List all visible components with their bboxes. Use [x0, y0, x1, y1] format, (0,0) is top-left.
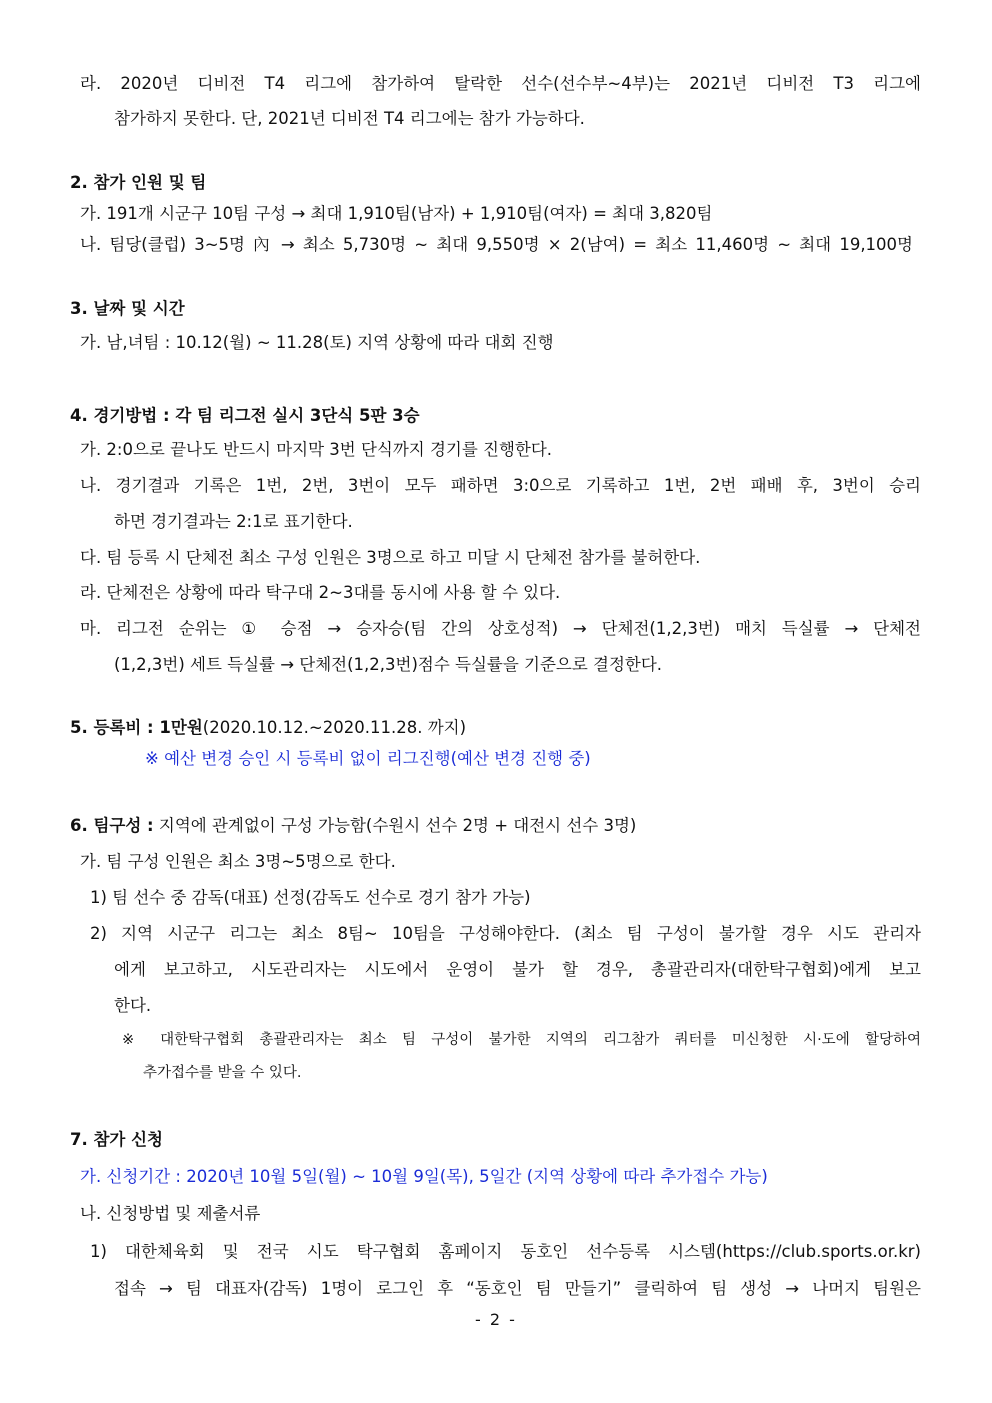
paragraph-line: 가. 2:0으로 끝나도 반드시 마지막 3번 단식까지 경기를 진행한다.: [80, 440, 553, 459]
section-heading-3: 3. 날짜 및 시간: [70, 299, 185, 318]
note-line: 추가접수를 받을 수 있다.: [143, 1065, 302, 1081]
paragraph-line: 가. 팀 구성 인원은 최소 3명~5명으로 한다.: [80, 852, 396, 871]
paragraph-line: 1) 팀 선수 중 감독(대표) 선정(감독도 선수로 경기 참가 가능): [90, 888, 531, 907]
heading-label: 6. 팀구성 :: [70, 816, 154, 835]
paragraph-line: 접속 → 팀 대표자(감독) 1명이 로그인 후 “동호인 팀 만들기” 클릭하여 팀 생성 → 나머지 팀원은: [114, 1279, 921, 1298]
section-heading-6: [70, 815, 636, 837]
section-heading-4: 4. 경기방법 : 각 팀 리그전 실시 3단식 5판 3승: [70, 406, 420, 425]
paragraph-line: 마. 리그전 순위는 ① 승점 → 승자승(팀 간의 상호성적) → 단체전(1,2,3번) 매치 득실률 → 단체전: [80, 619, 921, 638]
note-line: ※ 예산 변경 승인 시 등록비 없이 리그진행(예산 변경 진행 중): [145, 749, 591, 768]
heading-label: 5. 등록비 : 1만원: [70, 718, 203, 737]
section-heading-5: [70, 717, 466, 739]
heading-detail: 지역에 관계없이 구성 가능함(수원시 선수 2명 + 대전시 선수 3명): [153, 816, 637, 835]
paragraph-line: 참가하지 못한다. 단, 2021년 디비전 T4 리그에는 참가 가능하다.: [114, 109, 585, 128]
note-line: ※ 대한탁구협회 총괄관리자는 최소 팀 구성이 불가한 지역의 리그참가 쿼터를 미신청한 시·도에 할당하여: [122, 1032, 921, 1048]
page-number: - 2 -: [475, 1310, 517, 1329]
paragraph-line: 1) 대한체육회 및 전국 시도 탁구협회 홈페이지 동호인 선수등록 시스템(https://club.sports.or.kr): [90, 1242, 921, 1261]
paragraph-line: 한다.: [114, 996, 152, 1015]
paragraph-line: 라. 단체전은 상황에 따라 탁구대 2~3대를 동시에 사용 할 수 있다.: [80, 583, 561, 602]
heading-detail: (2020.10.12.~2020.11.28. 까지): [202, 718, 467, 737]
section-heading-2: 2. 참가 인원 및 팀: [70, 173, 207, 192]
paragraph-line: 가. 191개 시군구 10팀 구성 → 최대 1,910팀(남자) + 1,910팀(여자) = 최대 3,820팀: [80, 204, 713, 223]
paragraph-line: 나. 신청방법 및 제출서류: [80, 1204, 261, 1223]
paragraph-line: 하면 경기결과는 2:1로 표기한다.: [114, 512, 353, 531]
paragraph-line: 가. 신청기간 : 2020년 10월 5일(월) ~ 10월 9일(목), 5일간 (지역 상황에 따라 추가접수 가능): [80, 1167, 768, 1186]
paragraph-line: 나. 팀당(클럽) 3~5명 內 → 최소 5,730명 ~ 최대 9,550명 × 2(남여) = 최소 11,460명 ~ 최대 19,100명: [80, 235, 913, 254]
paragraph-line: 2) 지역 시군구 리그는 최소 8팀~ 10팀을 구성해야한다. (최소 팀 구성이 불가할 경우 시도 관리자: [90, 924, 921, 943]
paragraph-line: 다. 팀 등록 시 단체전 최소 구성 인원은 3명으로 하고 미달 시 단체전 참가를 불허한다.: [80, 548, 701, 567]
paragraph-line: (1,2,3번) 세트 득실률 → 단체전(1,2,3번)점수 득실률을 기준으로 결정한다.: [114, 655, 663, 674]
paragraph-line: 라. 2020년 디비전 T4 리그에 참가하여 탈락한 선수(선수부~4부)는 2021년 디비전 T3 리그에: [80, 74, 921, 93]
paragraph-line: 가. 남,녀팀 : 10.12(월) ~ 11.28(토) 지역 상황에 따라 대회 진행: [80, 333, 554, 352]
section-heading-7: 7. 참가 신청: [70, 1130, 163, 1149]
paragraph-line: 에게 보고하고, 시도관리자는 시도에서 운영이 불가 할 경우, 총괄관리자(대한탁구협회)에게 보고: [114, 960, 921, 979]
paragraph-line: 나. 경기결과 기록은 1번, 2번, 3번이 모두 패하면 3:0으로 기록하고 1번, 2번 패배 후, 3번이 승리: [80, 476, 921, 495]
